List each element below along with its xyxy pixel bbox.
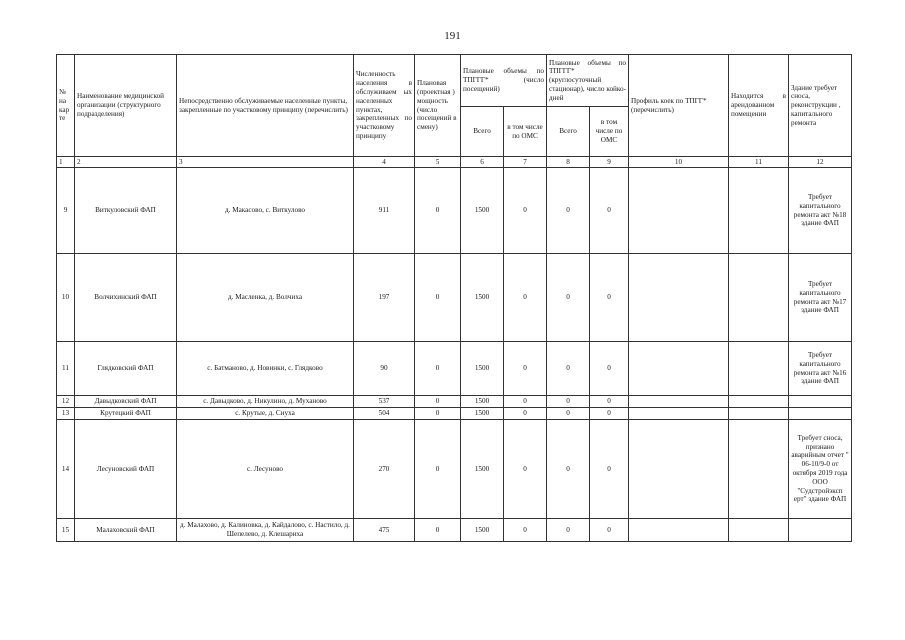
- organization-name: Малаховский ФАП: [75, 519, 177, 542]
- served-points: д. Масленка, д. Волчиха: [177, 254, 354, 342]
- visits-oms: 0: [504, 342, 547, 396]
- table-row: [57, 342, 852, 396]
- organization-name: Лесуновский ФАП: [75, 420, 177, 519]
- beds-total: 0: [547, 519, 590, 542]
- facilities-table: [56, 54, 852, 542]
- rented: [729, 342, 789, 396]
- column-number: 3: [177, 157, 354, 168]
- beds-total: 0: [547, 168, 590, 254]
- beds-oms: 0: [590, 254, 629, 342]
- capacity: 0: [415, 420, 461, 519]
- bed-profile: [629, 342, 729, 396]
- beds-oms: 0: [590, 519, 629, 542]
- table-row: [57, 519, 852, 542]
- visits-total: 1500: [461, 254, 504, 342]
- served-points: с. Крутые, д. Сиуха: [177, 408, 354, 420]
- population: 537: [354, 396, 415, 408]
- table-row: [57, 420, 852, 519]
- visits-total: 1500: [461, 408, 504, 420]
- table-row: [57, 408, 852, 420]
- served-points: д. Малахово, д. Калиновка, д. Кайдалово, с. Настило, д. Шепелево, д. Клешариха: [177, 519, 354, 542]
- capacity: 0: [415, 342, 461, 396]
- capacity: 0: [415, 408, 461, 420]
- column-number: 4: [354, 157, 415, 168]
- building-state: Требует капитального ремонта акт №17 здание ФАП: [789, 254, 852, 342]
- row-number: 14: [57, 420, 75, 519]
- population: 270: [354, 420, 415, 519]
- column-numbering-row: [57, 157, 852, 168]
- rented: [729, 396, 789, 408]
- row-number: 15: [57, 519, 75, 542]
- visits-total: 1500: [461, 519, 504, 542]
- visits-total: 1500: [461, 342, 504, 396]
- beds-total: 0: [547, 342, 590, 396]
- capacity: 0: [415, 254, 461, 342]
- building-state: Требует сноса, признано аварийным отчет " 06-10/9-0 от октября 2019 года ООО "Судстройэксп ерт" здание ФАП: [789, 420, 852, 519]
- beds-total: 0: [547, 420, 590, 519]
- capacity: 0: [415, 168, 461, 254]
- building-state: [789, 396, 852, 408]
- header-capacity: Плановая (проектная ) мощность (число посещений в смену): [415, 55, 461, 157]
- header-population: Численность населения в обслуживаем ых населенных пунктах, закрепленных по участковому принципу: [354, 55, 415, 157]
- visits-total: 1500: [461, 396, 504, 408]
- served-points: д. Макасово, с. Виткулово: [177, 168, 354, 254]
- bed-profile: [629, 254, 729, 342]
- header-building-state: Здание требует сноса, реконструкции , капитального ремонта: [789, 55, 852, 157]
- bed-profile: [629, 420, 729, 519]
- row-number: 12: [57, 396, 75, 408]
- row-number: 11: [57, 342, 75, 396]
- header-organization: Наименование медицинской организации (структурного подразделения): [75, 55, 177, 157]
- organization-name: Волчихинский ФАП: [75, 254, 177, 342]
- visits-oms: 0: [504, 254, 547, 342]
- row-number: 9: [57, 168, 75, 254]
- page-number: 191: [444, 30, 461, 42]
- column-number: 8: [547, 157, 590, 168]
- rented: [729, 254, 789, 342]
- column-number: 6: [461, 157, 504, 168]
- capacity: 0: [415, 396, 461, 408]
- rented: [729, 168, 789, 254]
- beds-oms: 0: [590, 408, 629, 420]
- rented: [729, 519, 789, 542]
- header-bed-volumes: Плановые объемы по ТПГГГ* (круглосуточный стационар), число койко-дней: [547, 55, 629, 107]
- population: 475: [354, 519, 415, 542]
- building-state: [789, 519, 852, 542]
- population: 90: [354, 342, 415, 396]
- visits-oms: 0: [504, 408, 547, 420]
- row-number: 10: [57, 254, 75, 342]
- served-points: с. Лесуново: [177, 420, 354, 519]
- table-row: [57, 168, 852, 254]
- organization-name: Глядковский ФАП: [75, 342, 177, 396]
- beds-oms: 0: [590, 168, 629, 254]
- header-number: № на кар те: [57, 55, 75, 157]
- building-state: Требует капитального ремонта акт №18 здание ФАП: [789, 168, 852, 254]
- beds-oms: 0: [590, 342, 629, 396]
- building-state: Требует капитального ремонта акт №16 здание ФАП: [789, 342, 852, 396]
- column-number: 12: [789, 157, 852, 168]
- visits-total: 1500: [461, 168, 504, 254]
- beds-total: 0: [547, 254, 590, 342]
- population: 504: [354, 408, 415, 420]
- visits-total: 1500: [461, 420, 504, 519]
- beds-oms: 0: [590, 420, 629, 519]
- visits-oms: 0: [504, 420, 547, 519]
- population: 911: [354, 168, 415, 254]
- visits-oms: 0: [504, 168, 547, 254]
- capacity: 0: [415, 519, 461, 542]
- header-visits-total: Всего: [461, 107, 504, 157]
- column-number: 9: [590, 157, 629, 168]
- population: 197: [354, 254, 415, 342]
- beds-total: 0: [547, 396, 590, 408]
- bed-profile: [629, 168, 729, 254]
- beds-total: 0: [547, 408, 590, 420]
- header-beds-oms: в том числе по ОМС: [590, 107, 629, 157]
- header-visit-volumes: Плановые объемы по ТПГГГ* (число посещений): [461, 55, 547, 107]
- header-served-points: Непосредственно обслуживаемые населенные пункты, закрепленные по участковому принципу (перечислить): [177, 55, 354, 157]
- column-number: 1: [57, 157, 75, 168]
- bed-profile: [629, 396, 729, 408]
- column-number: 5: [415, 157, 461, 168]
- column-number: 11: [729, 157, 789, 168]
- header-beds-total: Всего: [547, 107, 590, 157]
- table-row: [57, 254, 852, 342]
- beds-oms: 0: [590, 396, 629, 408]
- organization-name: Виткуловский ФАП: [75, 168, 177, 254]
- header-bed-profile: Профиль коек по ТПГГ* (перечислить): [629, 55, 729, 157]
- visits-oms: 0: [504, 519, 547, 542]
- column-number: 2: [75, 157, 177, 168]
- organization-name: Давыдковский ФАП: [75, 396, 177, 408]
- header-visits-oms: в том числе по ОМС: [504, 107, 547, 157]
- column-number: 10: [629, 157, 729, 168]
- organization-name: Крутецкий ФАП: [75, 408, 177, 420]
- visits-oms: 0: [504, 396, 547, 408]
- building-state: [789, 408, 852, 420]
- bed-profile: [629, 408, 729, 420]
- row-number: 13: [57, 408, 75, 420]
- header-rented: Находится в арендованном помещении: [729, 55, 789, 157]
- rented: [729, 408, 789, 420]
- table-row: [57, 396, 852, 408]
- served-points: с. Давыдково, д. Никулино, д. Муханово: [177, 396, 354, 408]
- column-number: 7: [504, 157, 547, 168]
- rented: [729, 420, 789, 519]
- bed-profile: [629, 519, 729, 542]
- served-points: с. Батманово, д. Новинки, с. Глядково: [177, 342, 354, 396]
